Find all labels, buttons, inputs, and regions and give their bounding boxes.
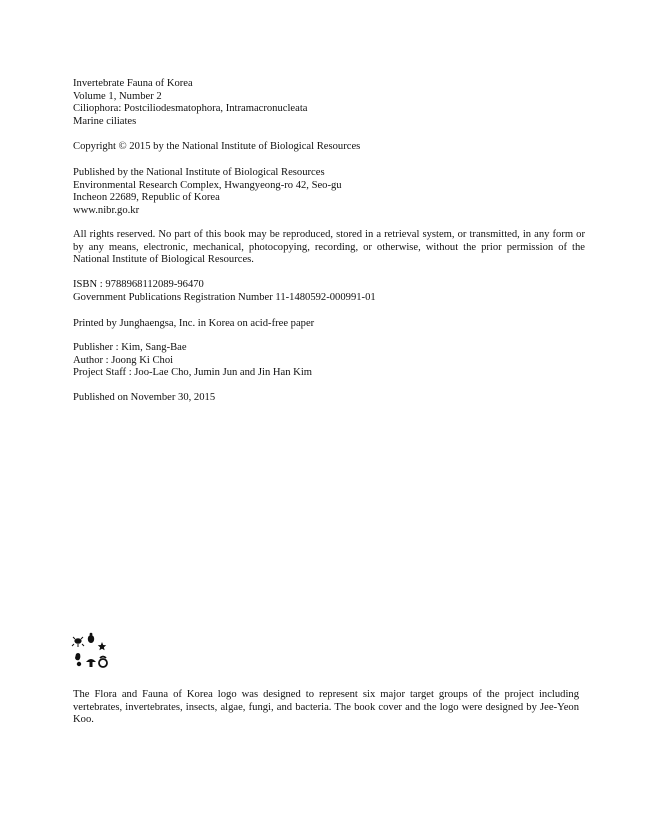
registration-line: Government Publications Registration Number 11-1480592-000991-01 <box>73 291 376 303</box>
credits-block <box>73 342 593 380</box>
mushroom-icon <box>86 659 96 667</box>
rights-paragraph: All rights reserved. No part of this book may be reproduced, stored in a retrieval system, or transmitted, in any form or by any means, electronic, mechanical, photocopying, recording, or otherwise, without the prior permission of the National Institute of Biological Resources. <box>73 229 585 266</box>
publisher-block <box>73 167 593 217</box>
copyright-block <box>73 141 593 154</box>
copyright-line: Copyright © 2015 by the National Institute of Biological Resources <box>73 141 361 152</box>
series-subtitle: Marine ciliates <box>73 115 137 127</box>
taxon-line: Ciliophora: Postciliodesmatophora, Intramacronucleata <box>73 103 308 115</box>
bacteria-icon <box>99 657 107 668</box>
printed-line: Printed by Junghaengsa, Inc. in Korea on acid-free paper <box>73 318 315 329</box>
beetle-icon <box>88 633 94 643</box>
published-date: Published on November 30, 2015 <box>73 392 216 403</box>
volume-number: Volume 1, Number 2 <box>73 90 162 102</box>
publisher-credit: Publisher : Kim, Sang-Bae <box>73 342 187 353</box>
crab-icon <box>72 637 84 647</box>
isbn-line: ISBN : 9788968112089-96470 <box>73 279 204 290</box>
publisher-website: www.nibr.go.kr <box>73 204 140 216</box>
publisher-city-line: Incheon 22689, Republic of Korea <box>73 192 220 204</box>
printed-block <box>73 318 593 331</box>
publisher-address-line: Environmental Research Complex, Hwangyeong-ro 42, Seo-gu <box>73 179 342 191</box>
flora-fauna-logo-icon <box>70 632 114 676</box>
isbn-block <box>73 279 593 304</box>
series-info <box>73 78 593 128</box>
published-date-block <box>73 392 593 405</box>
staff-credit: Project Staff : Joo-Lae Cho, Jumin Jun and Jin Han Kim <box>73 367 313 379</box>
logo-note-paragraph: The Flora and Fauna of Korea logo was designed to represent six major target groups of the project including vertebrates, invertebrates, insects, algae, fungi, and bacteria. The book cover and the logo were designed by Jee-Yeon Koo. <box>73 689 579 726</box>
star-icon <box>98 642 106 650</box>
series-title: Invertebrate Fauna of Korea <box>73 78 193 89</box>
publisher-line-1: Published by the National Institute of Biological Resources <box>73 167 325 178</box>
author-credit: Author : Joong Ki Choi <box>73 354 174 366</box>
algae-icon <box>75 653 81 666</box>
